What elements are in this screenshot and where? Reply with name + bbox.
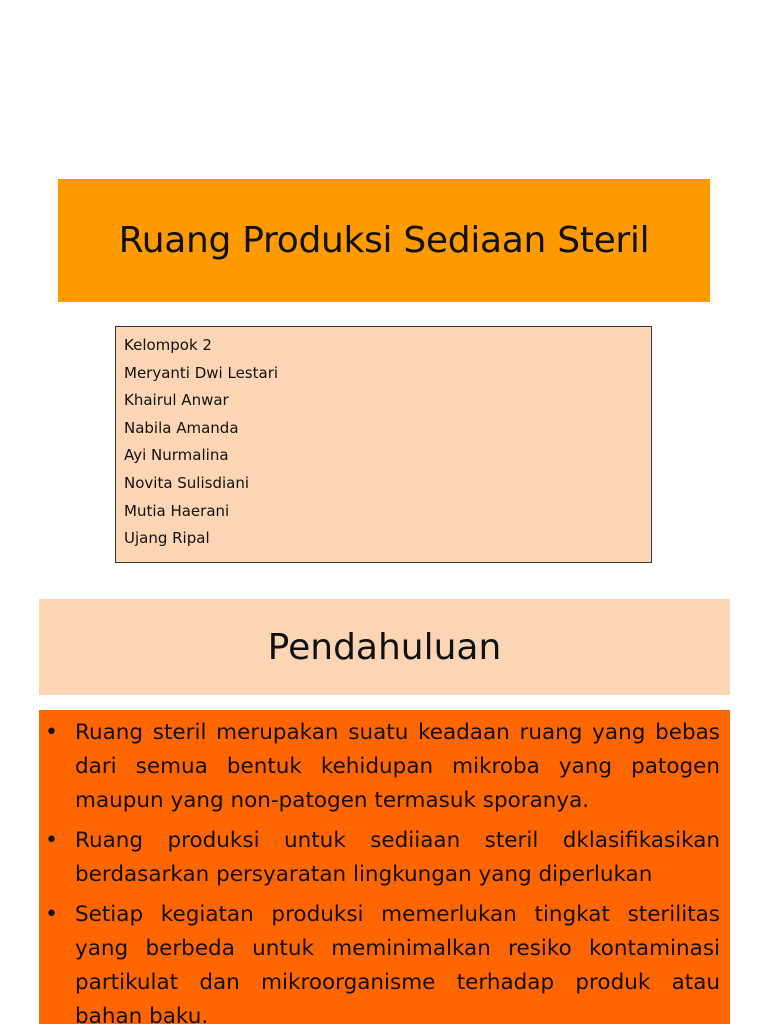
bullet-icon: • [45,828,58,853]
bullet-text: Setiap kegiatan produksi memerlukan tingkat sterilitas yang berbeda untuk meminimalkan resiko kontaminasi partikulat dan mikroorganisme terhadap produk atau bahan baku. [75,902,720,1029]
member-name: Ayi Nurmalina [124,446,229,465]
bullet-text: Ruang produksi untuk sediiaan steril dklasifikasikan berdasarkan persyaratan lingkungan yang diperlukan [75,828,720,887]
members-box [115,326,652,563]
bullet-item [45,824,720,892]
section-banner [39,599,730,695]
member-name: Ujang Ripal [124,529,210,548]
bullet-item [45,716,720,818]
bullet-icon: • [45,902,58,927]
bullet-text: Ruang steril merupakan suatu keadaan ruang yang bebas dari semua bentuk kehidupan mikroba yang patogen maupun yang non-patogen termasuk sporanya. [75,720,720,813]
bullet-item [45,898,720,1034]
member-name: Khairul Anwar [124,391,229,410]
title-banner [58,179,710,302]
group-label: Kelompok 2 [124,336,212,354]
bullet-icon: • [45,720,58,745]
section-title: Pendahuluan [267,626,502,668]
member-name: Meryanti Dwi Lestari [124,363,279,382]
member-name: Mutia Haerani [124,501,230,520]
member-name: Nabila Amanda [124,418,239,437]
content-box [39,710,730,1029]
member-name: Novita Sulisdiani [124,473,250,492]
slide-title: Ruang Produksi Sediaan Steril [118,220,650,261]
